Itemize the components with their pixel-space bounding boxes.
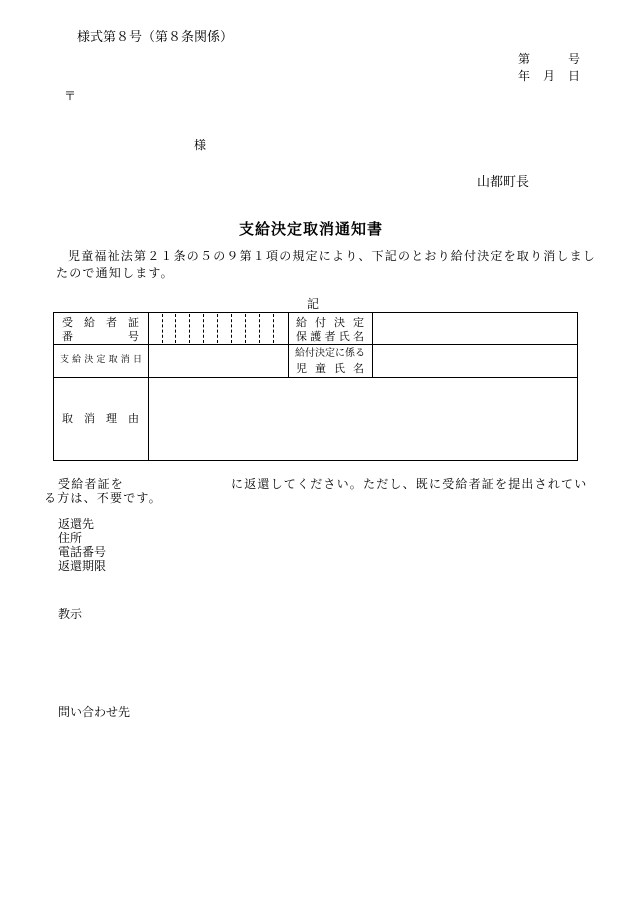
inquiry-label: 問い合わせ先 — [58, 705, 131, 719]
child-label-2: 児 童 氏 名 — [296, 362, 364, 375]
return-notice-part2: に返還してください。ただし、既に受給者証を提出されてい — [231, 477, 588, 491]
return-address: 住所 — [58, 531, 83, 545]
instruction-label: 教示 — [58, 607, 83, 621]
intro-line-1: 児童福祉法第２１条の５の９第１項の規定により、下記のとおり給付決定を取り消しまし — [68, 249, 597, 263]
guardian-label-2: 保 護 者 氏 名 — [296, 330, 364, 343]
info-table — [53, 312, 578, 461]
intro-line-2: たので通知します。 — [56, 266, 174, 280]
form-number: 様式第８号（第８条関係） — [77, 30, 234, 45]
return-notice-part1: 受給者証を — [58, 477, 125, 491]
return-phone: 電話番号 — [58, 545, 107, 559]
date-year: 年 — [518, 69, 531, 83]
doc-number-dai: 第 — [518, 52, 531, 66]
recipient-suffix: 様 — [194, 138, 207, 152]
cancel-reason-label: 取 消 理 由 — [62, 412, 139, 425]
guardian-label-1: 給 付 決 定 — [296, 316, 364, 329]
cert-number-label-2: 番 号 — [62, 330, 139, 343]
postal-mark: 〒 — [64, 89, 77, 103]
issuer-name: 山都町長 — [477, 175, 530, 190]
return-destination: 返還先 — [58, 517, 95, 531]
ki-mark: 記 — [307, 297, 320, 311]
date-day: 日 — [568, 69, 581, 83]
child-label-1: 給付決定に係る — [295, 348, 365, 359]
cert-number-label-1: 受 給 者 証 — [62, 316, 139, 329]
return-notice-line2: る方は、不要です。 — [44, 491, 162, 505]
doc-number-go: 号 — [568, 52, 581, 66]
document-title: 支給決定取消通知書 — [239, 220, 384, 238]
cancel-date-label: 支 給 決 定 取 消 日 — [60, 355, 142, 365]
date-month: 月 — [543, 69, 556, 83]
return-deadline: 返還期限 — [58, 559, 107, 573]
